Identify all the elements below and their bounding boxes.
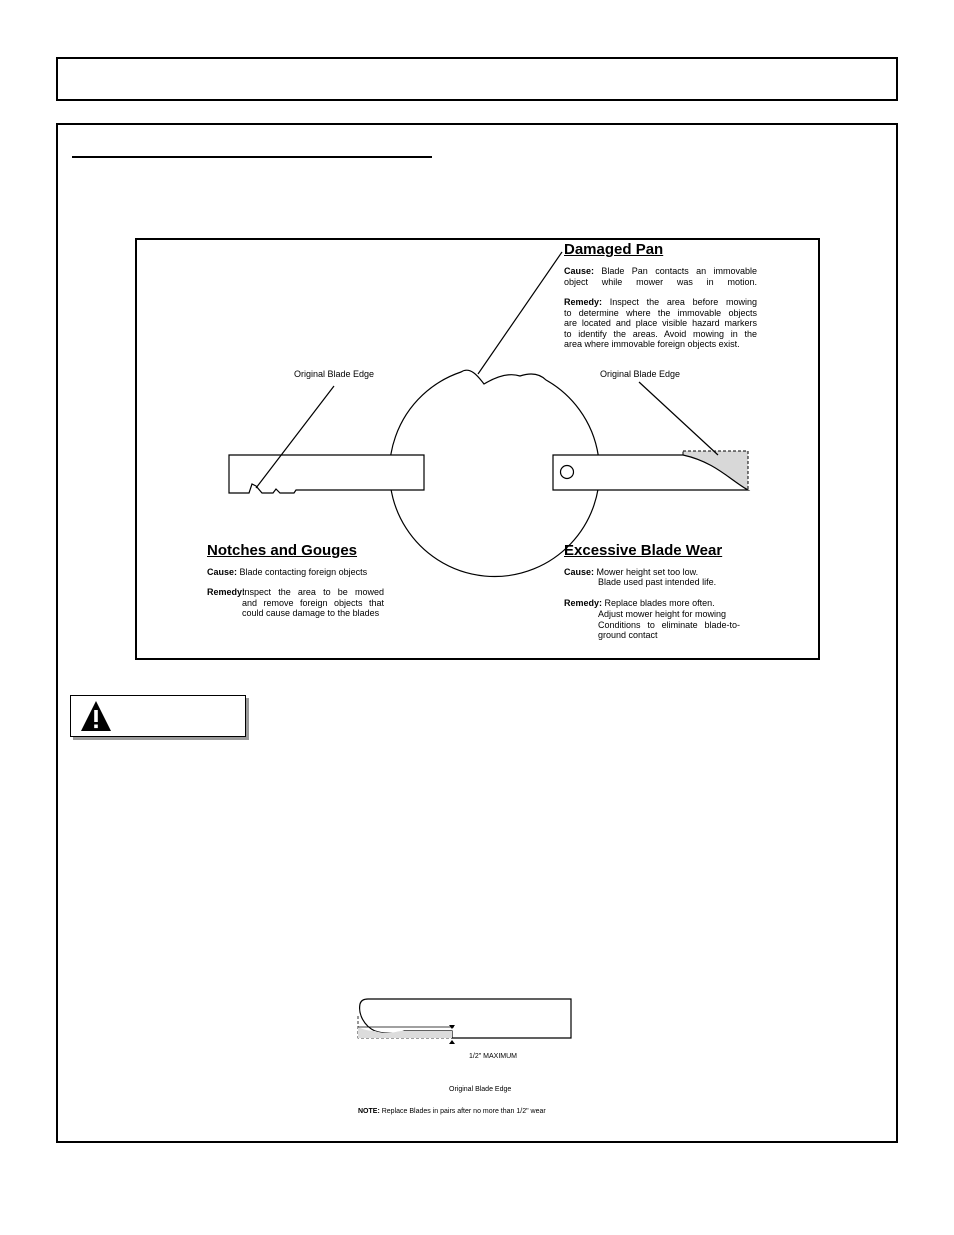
cause-text: object while mower was in motion. xyxy=(564,276,757,287)
cause-text: Mower height set too low. xyxy=(596,567,699,577)
damaged-pan-remedy xyxy=(564,297,757,350)
right-blade-pointer xyxy=(639,382,718,455)
notches-cause xyxy=(207,567,367,578)
original-edge-label: Original Blade Edge xyxy=(449,1086,512,1093)
damaged-pan-cause xyxy=(564,266,757,287)
max-arrow-up xyxy=(449,1040,455,1044)
remedy-text: to identify the areas. Avoid mowing in the xyxy=(564,328,757,339)
damaged-pan-pointer xyxy=(478,252,562,374)
wear-cause xyxy=(564,567,698,578)
note-label: NOTE: xyxy=(358,1108,380,1115)
cause-label: Cause: xyxy=(207,567,238,577)
remedy-text: are located and place visible hazard markers xyxy=(564,318,757,328)
cause-label: Cause: xyxy=(564,567,595,577)
wear-remedy-text xyxy=(598,609,740,641)
remedy-text: Replace blades more often. xyxy=(604,598,715,608)
left-blade-label: Original Blade Edge xyxy=(294,369,375,379)
exclamation-triangle-icon xyxy=(79,699,113,733)
remedy-text: and remove foreign objects that xyxy=(242,597,384,608)
remedy-text: ground contact xyxy=(598,630,658,640)
replace-note xyxy=(358,1108,546,1115)
damaged-pan-title: Damaged Pan xyxy=(564,241,664,258)
remedy-label: Remedy: xyxy=(207,587,246,597)
remedy-text: to determine where the immovable objects xyxy=(564,307,757,318)
notches-title: Notches and Gouges xyxy=(207,542,358,559)
notches-remedy-text xyxy=(242,587,384,619)
wear-remedy xyxy=(564,598,715,609)
blade-bolt-hole xyxy=(561,466,574,479)
right-blade-label: Original Blade Edge xyxy=(600,369,681,379)
remedy-text: could cause damage to the blades xyxy=(242,608,380,618)
warning-box xyxy=(70,695,246,737)
remedy-text: area where immovable foreign objects exist. xyxy=(564,339,740,349)
left-blade xyxy=(229,455,424,493)
max-wear-label: 1/2" MAXIMUM xyxy=(469,1053,517,1060)
notches-remedy xyxy=(207,587,245,598)
note-text: Replace Blades in pairs after no more than 1/2" wear xyxy=(381,1108,546,1115)
remedy-text: Adjust mower height for mowing xyxy=(598,609,727,619)
remedy-label: Remedy: xyxy=(564,297,603,307)
cause-text: Blade Pan contacts an immovable xyxy=(601,266,757,276)
wear-title: Excessive Blade Wear xyxy=(564,542,723,559)
worn-blade-detail xyxy=(360,999,571,1038)
remedy-label: Remedy: xyxy=(564,598,603,608)
wear-cause-line2: Blade used past intended life. xyxy=(598,577,717,587)
cause-text: Blade contacting foreign objects xyxy=(239,567,368,577)
remedy-text: Conditions to eliminate blade-to- xyxy=(598,619,740,630)
remedy-text: Inspect the area to be mowed xyxy=(242,587,384,597)
cause-label: Cause: xyxy=(564,266,595,276)
remedy-text: Inspect the area before mowing xyxy=(609,297,757,307)
